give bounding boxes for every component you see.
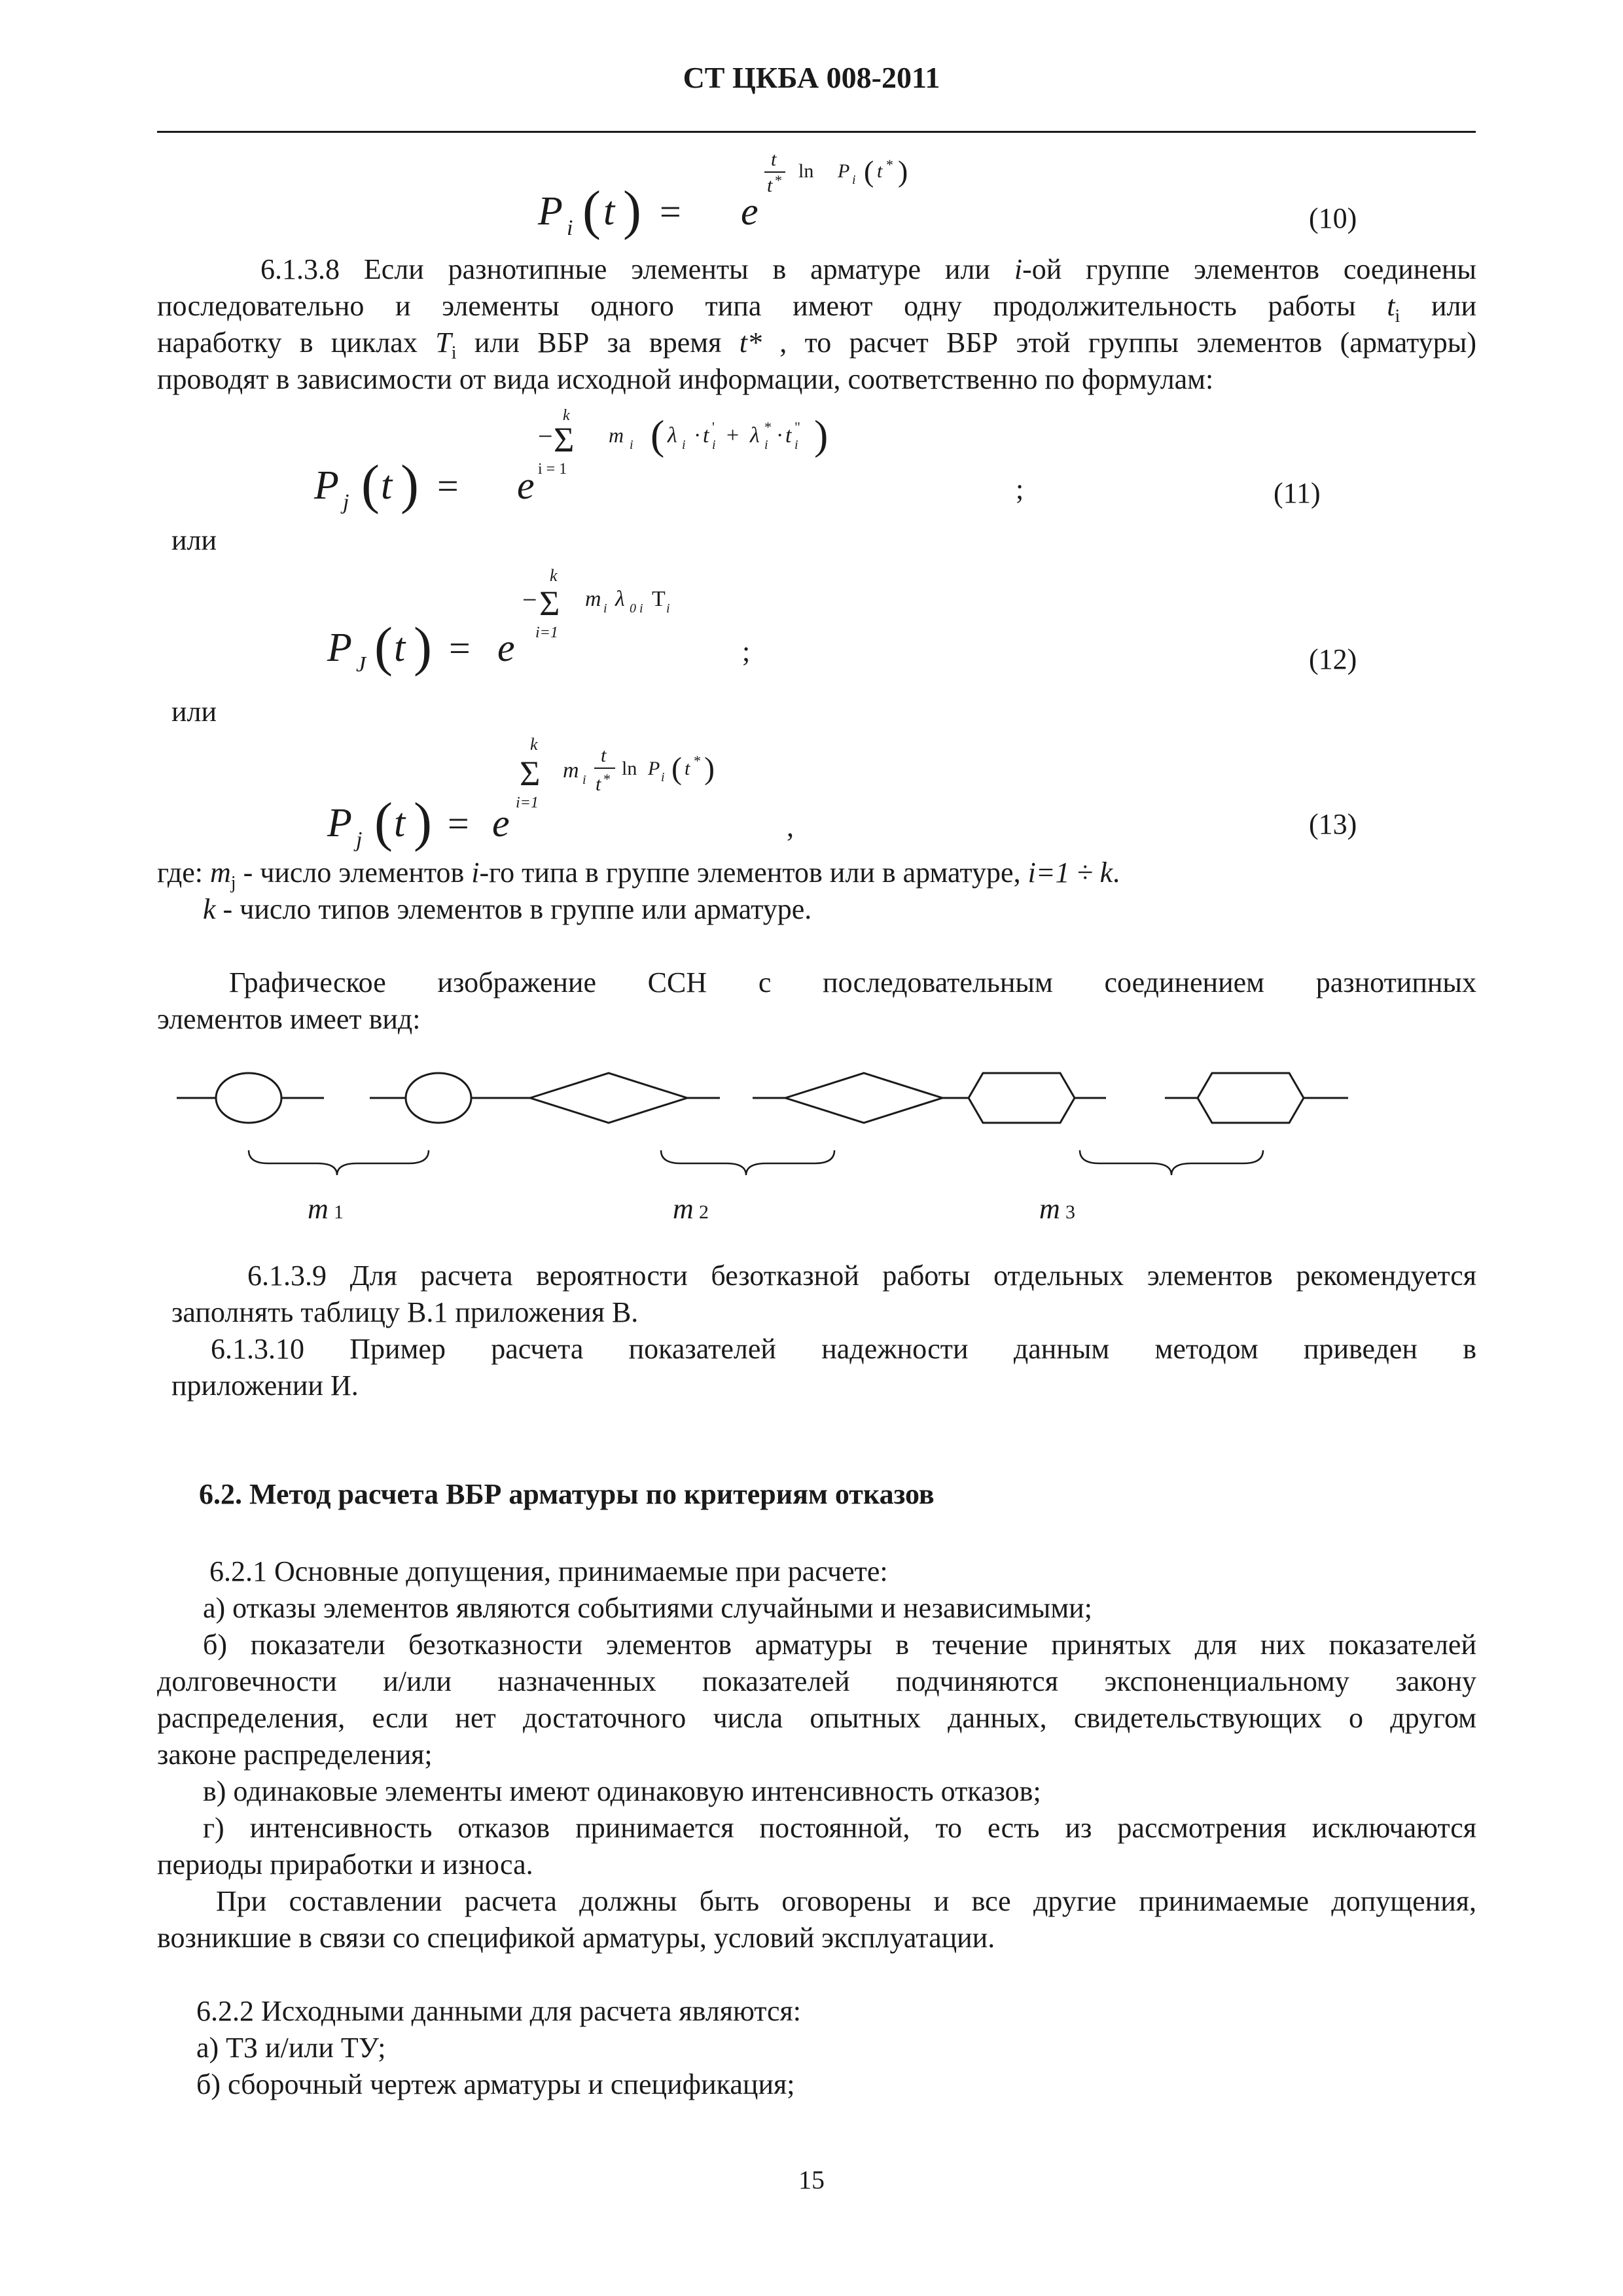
svg-text:i: i [666,601,670,616]
f13-base: e [492,802,510,845]
f10-arg: t [603,189,615,234]
f13-ln: ln [622,758,637,779]
where-line-1: где: $m_j$ - число элементов i-го типа в группе элементов или в арматуре, i=1 ÷ k. [157,857,1120,893]
svg-text:): ) [704,751,715,786]
para-621-p2: возникшие в связи со спецификой арматуры, условий эксплуатации. [157,1922,995,1954]
svg-text:2: 2 [699,1201,709,1223]
brace-m3 [1080,1150,1263,1175]
para-621-b3: распределения, если нет достаточного числа опытных данных, свидетельствующих о другом [157,1702,1476,1734]
para-621-b2: долговечности и/или назначенных показателей подчиняются экспоненциальному закону [157,1665,1476,1697]
f13-arg: t [394,801,406,845]
f11-lhs: P [314,463,339,508]
f13-lhs-sub: j [356,828,363,852]
para-621-b4: законе распределения; [157,1739,433,1771]
f10-exp-P-sub: i [852,173,856,187]
brace-m2 [661,1150,834,1175]
f11-t1: t [703,423,709,448]
f12-lhs: P [327,626,352,670]
f10-exp-P: P [838,160,850,182]
f10-exp-den-sup: * [775,172,782,188]
svg-text:*: * [764,419,772,435]
f12-semicolon: ; [742,635,751,667]
section-6-2-heading: 6.2. Метод расчета ВБР арматуры по критериям отказов [199,1478,935,1510]
svg-text:(: ( [374,792,393,853]
f11-lambda2: λ [750,423,760,448]
para-621-g2: периоды приработки и износа. [157,1848,533,1881]
para-621-g1: г) интенсивность отказов принимается постоянной, то есть из рассмотрения исключаются [203,1812,1476,1844]
f12-equals: = [449,627,471,669]
formula-13 [321,730,818,868]
svg-text:i: i [794,438,798,452]
where-line-2: k - число типов элементов в группе или арматуре. [203,893,812,925]
svg-text:*: * [694,752,701,769]
svg-text:): ) [401,454,419,515]
f13-frac-num: t [601,745,607,766]
header-rule [157,131,1476,133]
formula-10 [510,147,1021,252]
svg-text:*: * [603,771,611,787]
svg-text:i: i [661,770,665,785]
formula-12 [314,561,798,692]
svg-text:i: i [764,438,768,452]
f11-minus: − [538,421,553,451]
f10-exp-rparen: ) [898,154,908,188]
label-m2: m [673,1193,694,1225]
graph-intro-line2: элементов имеет вид: [157,1003,421,1035]
octagon-element [1198,1073,1304,1123]
f11-equals: = [437,465,459,507]
ellipse-element [406,1073,471,1123]
f11-sum-bottom: i = 1 [538,461,567,478]
svg-text:·: · [694,423,702,448]
para-6139-line2: заполнять таблицу В.1 приложения В. [171,1296,639,1328]
f10-exp-lparen: ( [864,154,874,188]
f11-semicolon: ; [1016,473,1024,505]
formula-11-number: (11) [1274,477,1321,509]
f12-m: m [585,587,601,611]
f13-sigma: Σ [520,754,541,793]
f10-exp-num: t [771,149,777,170]
series-connection-diagram [177,1047,1394,1230]
or-text-1: или [171,524,217,556]
f12-lambda: λ [615,587,625,611]
f11-t2: t [785,423,792,448]
page-number: 15 [798,2165,825,2195]
para-621-b1: б) показатели безотказности элементов арматуры в течение принятых для них показателей [203,1629,1476,1661]
f12-T: T [652,587,666,611]
para-622-a: а) ТЗ и/или ТУ; [196,2032,386,2064]
f10-base: e [741,190,758,233]
f13-comma: , [787,811,794,843]
f12-lhs-sub: J [356,652,366,677]
f11-lambda1: λ [668,423,677,448]
f12-lambda-sub: 0 i [630,601,643,616]
f10-exp-den: t [767,175,773,196]
f10-exp-arg-sup: * [886,156,893,173]
svg-text:(: ( [374,616,393,677]
svg-text:3: 3 [1065,1201,1075,1223]
para-6138-line1: 6.1.3.8 Если разнотипные элементы в арматуре или i-ой группе элементов соединены [260,253,1476,285]
para-621-p1: При составлении расчета должны быть оговорены и все другие принимаемые допущения, [216,1885,1476,1917]
formula-13-number: (13) [1309,808,1357,840]
f11-m-sub: i [630,438,633,452]
diamond-element [530,1073,687,1123]
para-621-v: в) одинаковые элементы имеют одинаковую интенсивность отказов; [203,1775,1041,1807]
f13-arg2: t [685,758,690,779]
formula-12-number: (12) [1309,643,1357,675]
para-61310-line1: 6.1.3.10 Пример расчета показателей надежности данным методом приведен в [211,1333,1476,1365]
f13-P: P [648,758,660,779]
f11-plus: + [726,423,740,448]
formula-10-number: (10) [1309,202,1357,234]
ellipse-element [216,1073,281,1123]
f12-sum-top: k [550,566,558,585]
para-622-b: б) сборочный чертеж арматуры и спецификация; [196,2068,795,2100]
f11-base: e [517,464,535,507]
svg-text:(: ( [651,412,665,458]
f13-m-sub: i [582,773,586,787]
svg-text:): ) [414,616,432,677]
f10-exp-ln: ln [798,160,814,182]
octagon-element [969,1073,1075,1123]
f13-m: m [563,758,579,783]
f12-minus: − [522,585,537,614]
f10-lhs-sub: i [567,216,573,240]
para-6138-line2: последовательно и элементы одного типа имеют одну продолжительность работы $t_i$ или [157,290,1476,327]
f12-base: e [497,626,515,669]
para-61310-line2: приложении И. [171,1369,359,1402]
label-m1: m [308,1193,329,1225]
f11-lhs-sub: j [343,490,349,514]
f11-arg: t [381,463,393,508]
para-6139-line1: 6.1.3.9 Для расчета вероятности безотказной работы отдельных элементов рекомендуется [247,1260,1476,1292]
f12-arg: t [394,626,406,670]
f11-sum-top: k [563,407,570,424]
f11-lambda1-sub: i [682,438,686,452]
f10-equals: = [660,190,681,233]
svg-text:): ) [814,412,829,458]
f12-sigma: Σ [539,584,560,623]
formula-11 [301,400,1086,531]
svg-text:1: 1 [334,1201,344,1223]
or-text-2: или [171,696,217,728]
f10-lhs: P [538,189,563,234]
svg-text:·: · [776,423,784,448]
svg-text:i: i [712,438,716,452]
f13-frac-den: t [596,773,601,795]
svg-text:": " [794,419,800,435]
svg-text:): ) [414,792,432,853]
label-m3: m [1039,1193,1060,1225]
svg-text:(: ( [361,454,380,515]
f10-exp-arg: t [877,160,883,182]
f10-rparen: ) [623,180,641,241]
diamond-element [785,1073,942,1123]
para-621-a: а) отказы элементов являются событиями случайными и независимыми; [203,1592,1092,1624]
f11-m: m [609,423,624,447]
svg-text:': ' [712,419,715,435]
graph-intro-line1: Графическое изображение ССН с последовательным соединением разнотипных [229,966,1476,998]
f12-m-sub: i [603,601,607,616]
f12-sum-bottom: i=1 [535,624,558,641]
svg-text:(: ( [671,751,682,786]
para-6138-line3: наработку в циклах $T_i$ или ВБР за время t* , то расчет ВБР этой группы элементов (арматуры) [157,327,1476,363]
brace-m1 [249,1150,429,1175]
para-621-line1: 6.2.1 Основные допущения, принимаемые при расчете: [209,1555,888,1587]
para-622-line1: 6.2.2 Исходными данными для расчета являются: [196,1995,802,2027]
f13-sum-top: k [530,735,538,754]
f10-lparen: ( [582,180,601,241]
f13-lhs: P [327,801,352,845]
para-6138-line4: проводят в зависимости от вида исходной информации, соответственно по формулам: [157,363,1214,395]
f11-sigma: Σ [554,420,575,459]
f13-sum-bottom: i=1 [516,794,539,811]
f13-equals: = [448,802,469,845]
document-header: СТ ЦКБА 008-2011 [683,61,940,94]
